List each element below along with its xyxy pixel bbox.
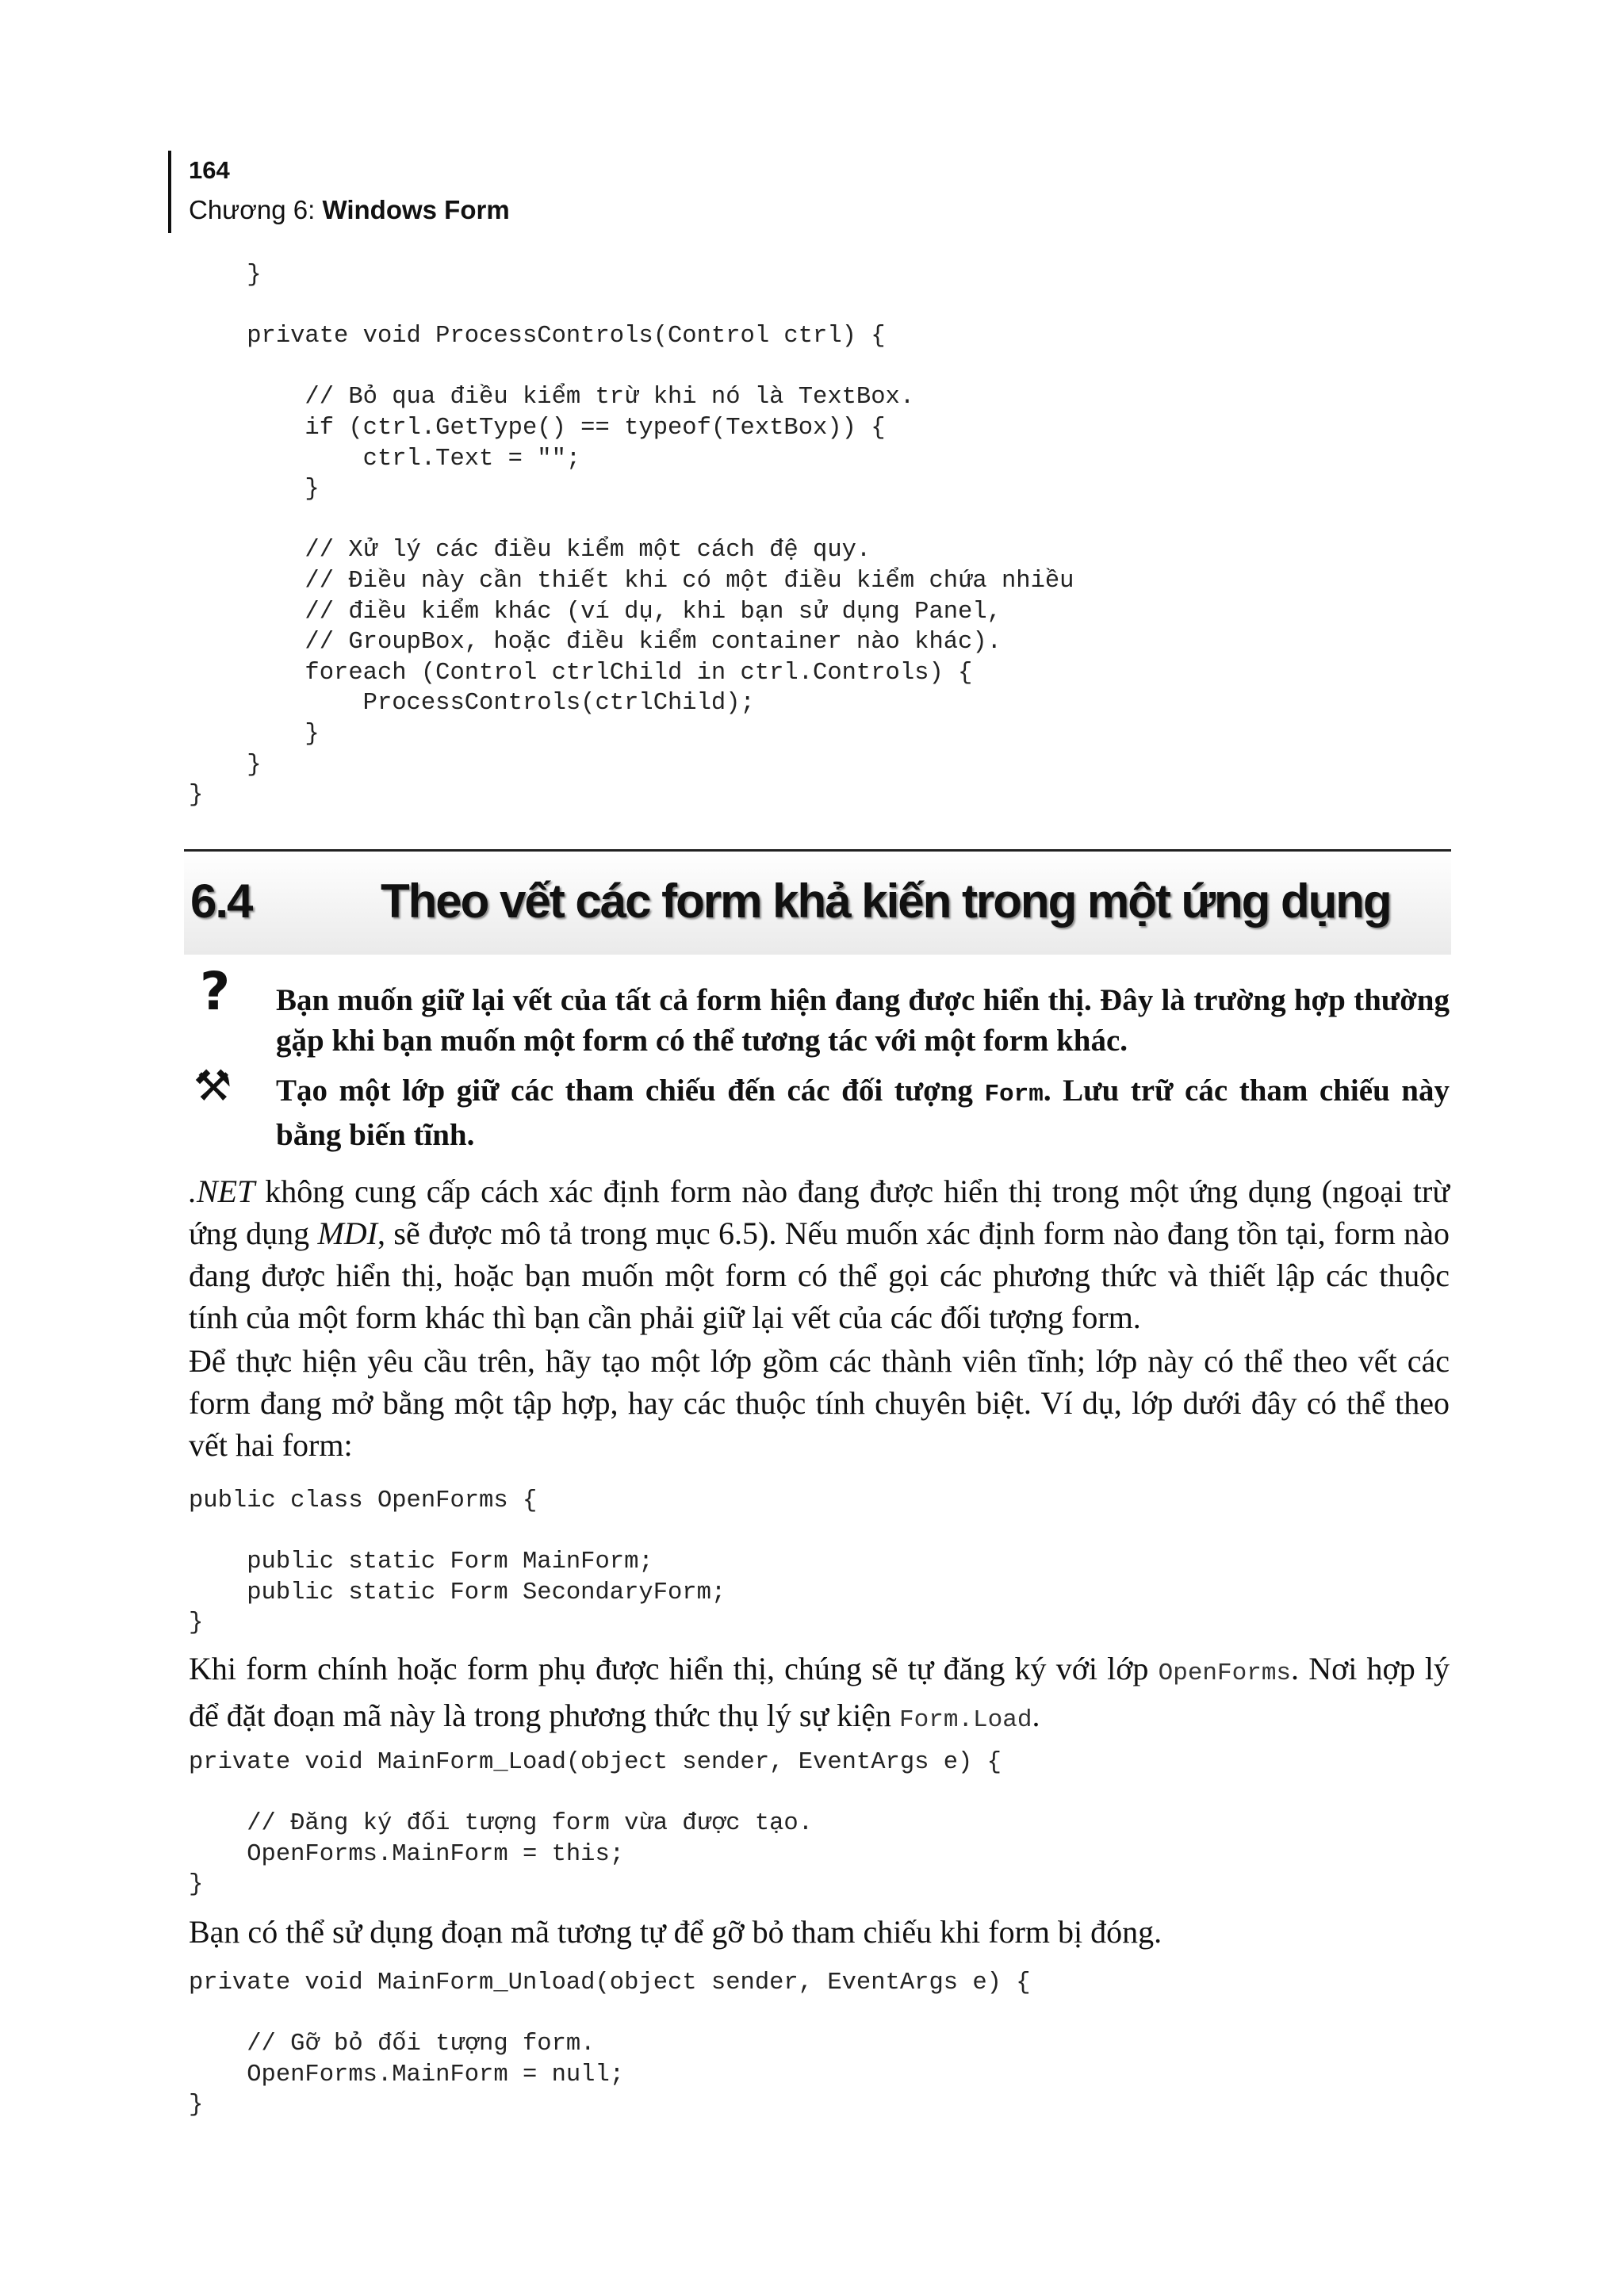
paragraph-4: Bạn có thể sử dụng đoạn mã tương tự để gỡ bỏ tham chiếu khi form bị đóng. xyxy=(189,1914,1162,1950)
inline-code-form-load: Form.Load xyxy=(899,1706,1032,1734)
question-mark-icon: ? xyxy=(200,961,231,1022)
paragraph-3-text-a: Khi form chính hoặc form phụ được hiển thị, chúng sẽ tự đăng ký với lớp xyxy=(189,1651,1159,1686)
solution-text-before: Tạo một lớp giữ các tham chiếu đến các đối tượng xyxy=(276,1074,985,1108)
code-block-open-forms: public class OpenForms { public static Form MainForm; public static Form SecondaryForm; } xyxy=(189,1487,726,1637)
inline-code-openforms: OpenForms xyxy=(1158,1659,1292,1687)
solution-code-form: Form xyxy=(984,1081,1044,1108)
term-mdi: MDI xyxy=(317,1215,378,1251)
code-block-load-handler: private void MainForm_Load(object sender, EventArgs e) { // Đăng ký đối tượng form vừa được tạo. OpenForms.MainForm = this; } xyxy=(189,1749,1002,1899)
running-header xyxy=(168,151,510,233)
chapter-title xyxy=(189,190,510,230)
paragraph-3-text-b: . Nơi hợp lý để đặt đoạn mã này là trong phương thức thụ lý sự kiện xyxy=(189,1651,1450,1733)
paragraph-2: Để thực hiện yêu cầu trên, hãy tạo một lớp gồm các thành viên tĩnh; lớp này có thể theo vết các form đang mở bằng một tập hợp, hay các thuộc tính chuyên biệt. Ví dụ, lớp dưới đây có thể theo vết hai form: xyxy=(189,1343,1450,1463)
paragraph-3 xyxy=(189,1648,1450,1741)
chapter-prefix: Chương 6: xyxy=(189,195,323,224)
section-title: Theo vết các form khả kiến trong một ứng dụng xyxy=(381,875,1391,928)
paragraph-1 xyxy=(189,1170,1450,1338)
solution-statement xyxy=(276,1070,1450,1155)
solution-text-after: . Lưu trữ các tham chiếu này bằng biến tĩnh. xyxy=(276,1074,1450,1152)
chapter-name: Windows Form xyxy=(322,195,510,224)
paragraph-1-text-b: , sẽ được mô tả trong mục 6.5). Nếu muốn xác định form nào đang tồn tại, form nào đang được hiển thị, hoặc bạn muốn một form có thể gọi các phương thức và thiết lập các thuộc tính của một form khác thì bạn cần phải giữ lại vết của các đối tượng form. xyxy=(189,1215,1450,1335)
section-heading xyxy=(184,849,1451,955)
paragraph-3-text-c: . xyxy=(1032,1698,1040,1733)
tools-icon: ⚒ xyxy=(193,1061,232,1111)
paragraph-1-text-a: không cung cấp cách xác định form nào đang được hiển thị trong một ứng dụng (ngoại trừ ứng dụng xyxy=(189,1173,1450,1251)
code-block-unload-handler: private void MainForm_Unload(object sender, EventArgs e) { // Gỡ bỏ đối tượng form. OpenForms.MainForm = null; } xyxy=(189,1970,1031,2119)
term-dotnet: .NET xyxy=(189,1173,255,1209)
section-number: 6.4 xyxy=(190,875,252,928)
problem-statement: Bạn muốn giữ lại vết của tất cả form hiện đang được hiển thị. Đây là trường hợp thường gặp khi bạn muốn một form có thể tương tác với một form khác. xyxy=(276,983,1450,1058)
code-block-process-controls: } private void ProcessControls(Control ctrl) { // Bỏ qua điều kiểm trừ khi nó là TextBox. if (ctrl.GetType() == typeof(TextBox)) { ctrl.Text = ""; } // Xử lý các điều kiểm một cách đệ quy. // Điều này cần thiết khi có một điều kiểm chứa nhiều // điều kiểm khác (ví dụ, khi bạn sử dụng Panel, // GroupBox, hoặc điều kiểm container nào khác). foreach (Control ctrlChild in ctrl.Controls) { ProcessControls(ctrlChild); } } } xyxy=(189,262,1074,810)
page-number: 164 xyxy=(189,156,230,184)
